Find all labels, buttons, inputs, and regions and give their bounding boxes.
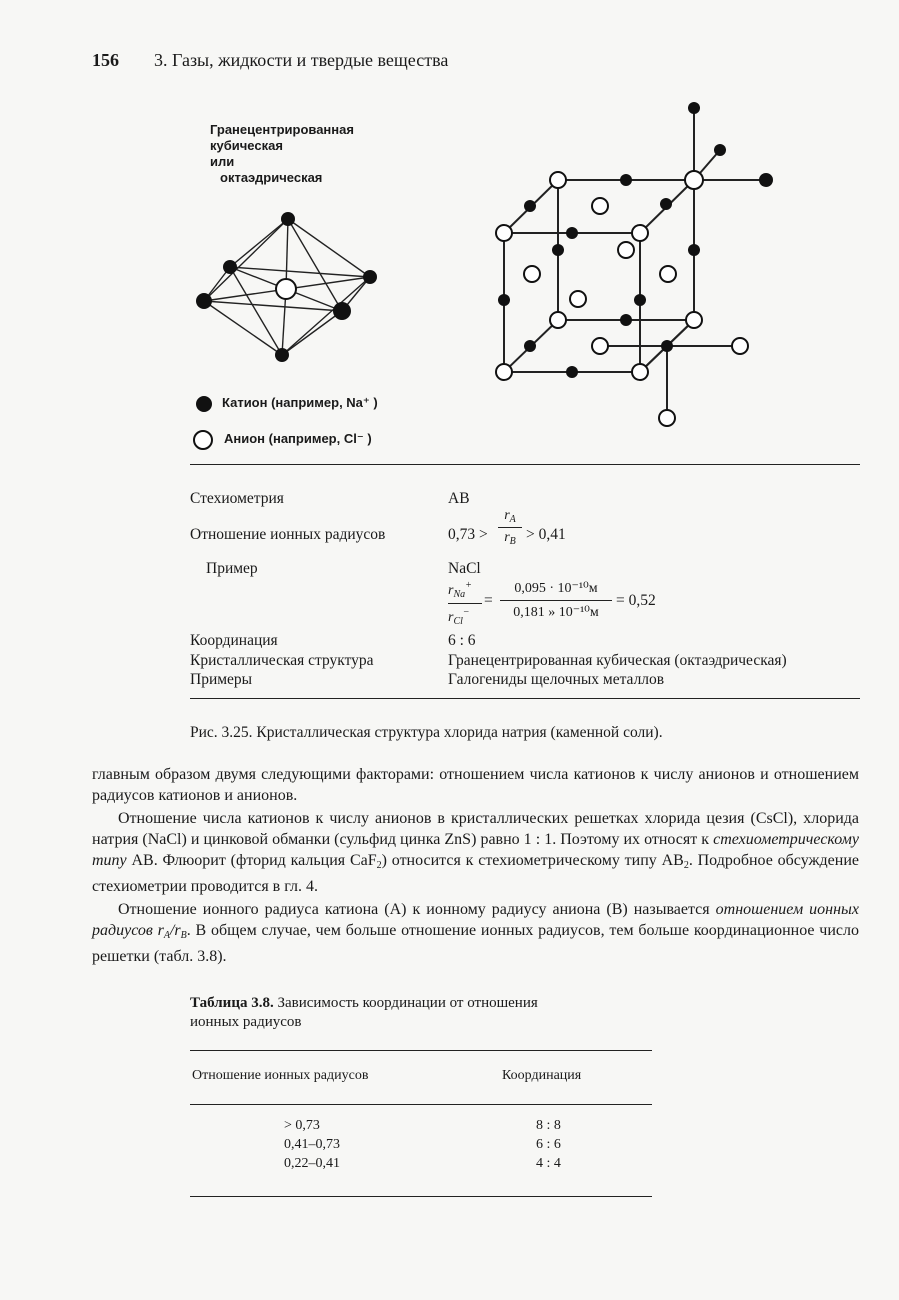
running-head: 3. Газы, жидкости и твердые вещества: [154, 50, 449, 70]
figure-bottom-rule: [190, 698, 860, 699]
radius-ratio-numerator: $r_A$: [504, 508, 516, 525]
radius-ratio-denominator: $r_B$: [504, 530, 516, 547]
structure-label: [210, 122, 354, 186]
page-number: 156: [92, 50, 119, 70]
paragraph-2: Отношение числа катионов к числу анионов в кристаллических решетках хлорида цезия (CsCl), хлорида натрия (NaCl) и цинковой обманки (сульфид цинка ZnS) равно 1 : 1. Поэтому их относят к стехиометрическому типу AB. Флюорит (фторид кальция CaF$_2$) относится к стехиометрическому типу $AB_2$. Подробное обсуждение стехиометрии проводится в гл. 4.: [92, 810, 859, 895]
calc-equals: =: [484, 592, 493, 609]
stoichiometry-label: Стехиометрия: [190, 490, 284, 507]
table-cell-coord: 8 : 8: [536, 1118, 561, 1133]
calc-result: = 0,52: [616, 592, 656, 609]
table-cell-ratio: > 0,73: [284, 1118, 320, 1133]
calc-left-numerator: $r_{Na}^+$: [448, 580, 472, 600]
radius-ratio-right: > 0,41: [526, 526, 566, 543]
table-top-rule: [190, 1050, 652, 1051]
calc-right-numerator: 0,095 · 10⁻¹⁰м: [514, 581, 598, 596]
structure-label-line4: октаэдрическая: [220, 170, 323, 185]
anion-legend-label: Анион (например, Cl⁻ ): [224, 431, 372, 446]
calc-fraction-right: [500, 580, 612, 621]
figure-top-rule: [190, 464, 860, 465]
body-text: [92, 764, 859, 967]
table-col1-header: Отношение ионных радиусов: [192, 1068, 369, 1083]
table-cell-coord: 6 : 6: [536, 1137, 561, 1152]
example-label: Пример: [206, 560, 258, 577]
coordination-value: 6 : 6: [448, 632, 476, 649]
cation-legend-icon: [194, 394, 214, 414]
coordination-label: Координация: [190, 632, 278, 649]
table-header-rule: [190, 1104, 652, 1105]
paragraph-1: главным образом двумя следующими факторами: отношением числа катионов к числу анионов и отношением радиусов катионов и анионов.: [92, 766, 859, 804]
calc-fraction-left: [448, 580, 482, 627]
structure-label-line2: кубическая: [210, 138, 283, 153]
examples-label: Примеры: [190, 671, 253, 688]
calc-right-denominator: 0,181 » 10⁻¹⁰м: [513, 605, 599, 620]
examples-value: Галогениды щелочных металлов: [448, 671, 665, 688]
table-cell-coord: 4 : 4: [536, 1156, 561, 1171]
nacl-lattice-diagram: [480, 90, 780, 430]
structure-label-line1: Гранецентрированная: [210, 122, 354, 137]
octahedron-diagram: [190, 205, 390, 375]
example-value: NaCl: [448, 560, 481, 577]
table-col2-header: Координация: [502, 1068, 582, 1083]
table-title: Таблица 3.8. Зависимость координации от отношения ионных радиусов: [190, 995, 538, 1030]
anion-legend-icon: [192, 429, 214, 451]
calc-left-denominator: $r_{Cl}^-$: [448, 607, 470, 627]
calc-right-bar: [500, 600, 612, 601]
calc-left-bar: [448, 603, 482, 604]
table-bottom-rule: [190, 1196, 652, 1197]
table-cell-ratio: 0,22–0,41: [284, 1156, 340, 1171]
radius-ratio-label: Отношение ионных радиусов: [190, 526, 386, 543]
radius-ratio-bar: [498, 527, 522, 528]
radius-ratio-fraction: [498, 508, 522, 547]
cation-legend-label: Катион (например, Na⁺ ): [222, 395, 378, 410]
table-cell-ratio: 0,41–0,73: [284, 1137, 340, 1152]
structure-label-line3: или: [210, 154, 235, 169]
paragraph-3: Отношение ионного радиуса катиона (A) к ионному радиусу аниона (B) называется отношением ионных радиусов $r_A/r_B$. В общем случае, чем больше отношение ионных радиусов, тем больше координационное число решетки (табл. 3.8).: [92, 901, 860, 965]
radius-ratio-left: 0,73 >: [448, 526, 488, 543]
stoichiometry-value: AB: [448, 490, 470, 507]
crystal-value: Гранецентрированная кубическая (октаэдрическая): [448, 652, 787, 669]
figure-caption: Рис. 3.25. Кристаллическая структура хлорида натрия (каменной соли).: [190, 724, 663, 741]
crystal-label: Кристаллическая структура: [190, 652, 374, 669]
